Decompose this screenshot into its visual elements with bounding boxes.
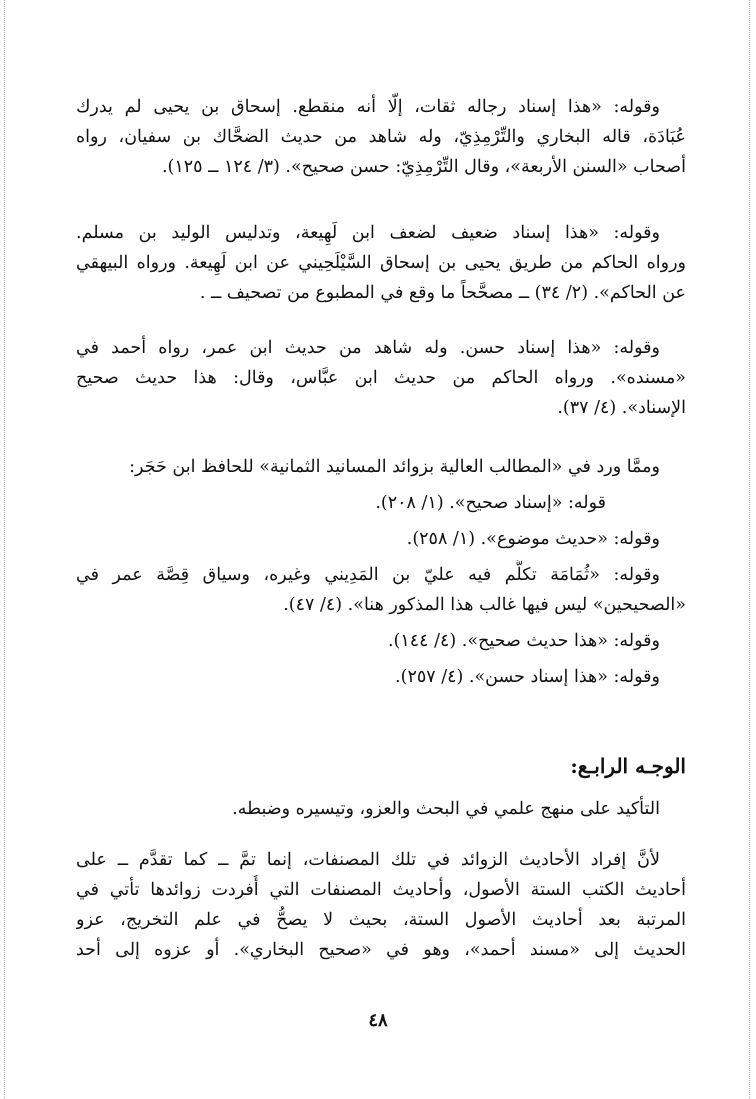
text-line: وقوله: «هذا حديث صحيح». (٤/ ١٤٤). [387,631,660,651]
text-line: وقوله: «هذا إسناد حسن. وله شاهد من حديث ابن عمر، رواه أحمد في [76,338,660,358]
text-line: أحاديث الكتب الستة الأصول، وأحاديث المصنفات التي أُفردت زوائدها تأتي في [76,880,686,900]
paragraph-2 [76,218,686,308]
paragraph-6 [76,845,686,965]
text-line: عن الحاكم». (٢/ ٣٤) ــ مصحَّحاً ما وقع في المطبوع من تصحيف ــ . [199,283,686,303]
text-line: وقوله: «حديث موضوع». (١/ ٢٥٨). [406,529,660,549]
paragraph-5 [76,794,686,824]
text-line: قوله: «إسناد صحيح». (١/ ٢٠٨). [375,493,606,513]
text-line: وقوله: «ثُمَامَة تكلَّم فيه عليّ بن المَدِيني وغيره، وسياق قِصَّة عمر في [76,565,660,585]
paragraph-4 [76,452,686,692]
text-line: وقوله: «هذا إسناد رجاله ثقات، إلّا أنه منقطع. إسحاق بن يحيى لم يدرك [76,97,660,117]
section-heading: الوجـه الرابـع: [570,754,686,778]
text-line: عُبَادَة، قاله البخاري والتِّرْمِذِيّ، وله شاهد من حديث الضحَّاك بن سفيان، رواه [76,127,686,147]
text-line: «مسنده». ورواه الحاكم من حديث ابن عبَّاس، وقال: هذا حديث صحيح [76,368,686,388]
paragraph-3 [76,333,686,423]
text-line: الحديث إلى «مسند أحمد»، وهو في «صحيح البخاري». أو عزوه إلى أحد [76,940,686,960]
text-line: أصحاب «السنن الأربعة»، وقال التِّرْمِذِيّ: حسن صحيح». (٣/ ١٢٤ ــ ١٢٥). [161,157,686,177]
page-edge-right [749,0,750,1099]
page-number: ٤٨ [368,1010,388,1031]
text-line: ورواه الحاكم من طريق يحيى بن إسحاق السَّيْلَحِيني عن ابن لَهِيعة. ورواه البيهقي [76,253,686,273]
page-edge-left [4,0,5,1099]
text-line: وقوله: «هذا إسناد ضعيف لضعف ابن لَهِيعة، وتدليس الوليد بن مسلم. [76,223,660,243]
paragraph-1 [76,92,686,182]
text-line: المرتبة بعد أحاديث الأصول الستة، بحيث لا يصحُّ في علم التخريج، عزو [76,910,686,930]
text-line: الإسناد». (٤/ ٣٧). [557,398,686,418]
text-line: التأكيد على منهج علمي في البحث والعزو، وتيسيره وضبطه. [232,799,660,819]
text-line: «الصحيحين» ليس فيها غالب هذا المذكور هنا». (٤/ ٤٧). [283,595,686,615]
text-line: وقوله: «هذا إسناد حسن». (٤/ ٢٥٧). [395,667,660,687]
text-line: وممَّا ورد في «المطالب العالية بزوائد المسانيد الثمانية» للحافظ ابن حَجَر: [129,457,660,477]
text-line: لأنَّ إفراد الأحاديث الزوائد في تلك المصنفات، إنما تمَّ ــ كما تقدَّم ــ على [76,850,660,870]
